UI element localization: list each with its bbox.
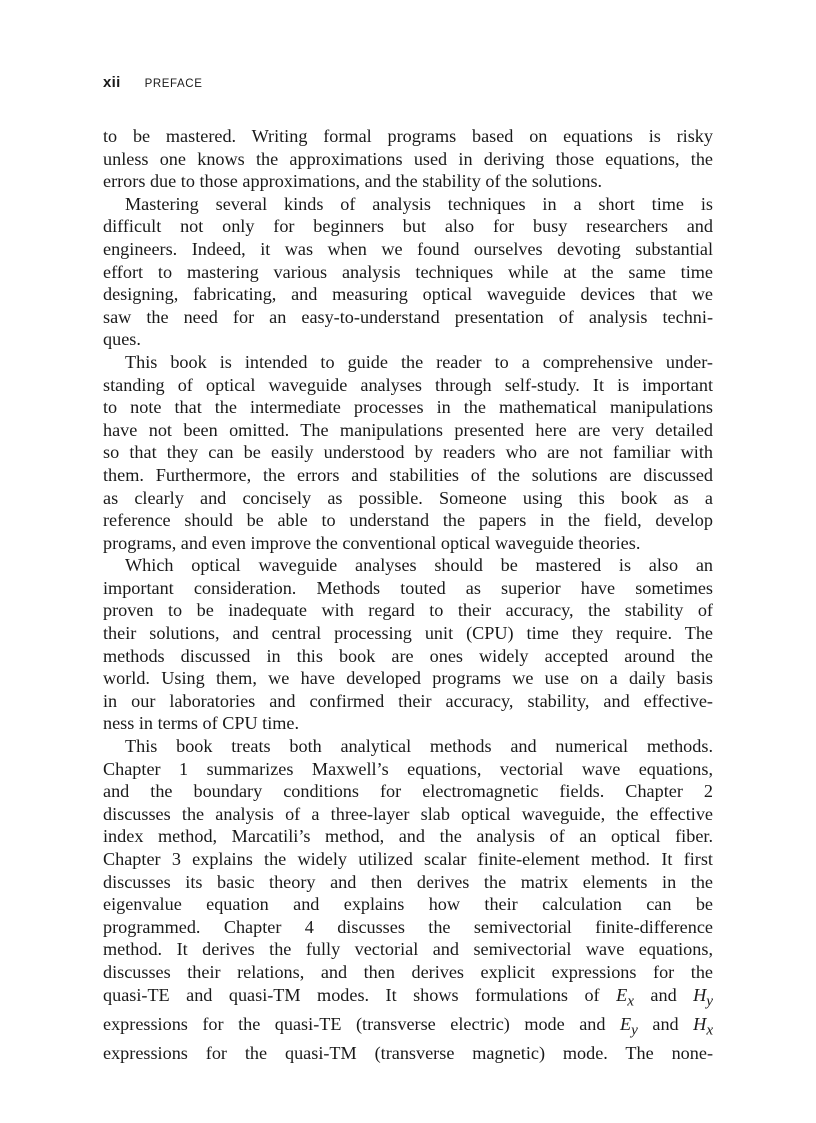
math-symbol: $H_y$ [693, 984, 714, 1010]
math-symbol: $E_y$ [620, 1013, 638, 1039]
text-line: methods discussed in this book are ones widely accepted around the [103, 645, 713, 666]
math-subscript: x [627, 992, 634, 1010]
text-line: index method, Marcatili’s method, and the analysis of an optical fiber. [103, 826, 713, 847]
text-line: discusses its basic theory and then derives the matrix elements in the [103, 871, 713, 892]
text-line: in our laboratories and confirmed their accuracy, stability, and effective- [103, 690, 713, 711]
text-line: method. It derives the fully vectorial and semivectorial wave equations, [103, 939, 713, 960]
text-line: unless one knows the approximations used in deriving those equations, the [103, 148, 713, 169]
text-line-with-math [103, 1013, 713, 1042]
running-header [103, 74, 202, 94]
math-symbol: $H_x$ [693, 1013, 714, 1039]
text-line: This book is intended to guide the reader to a comprehensive under- [125, 351, 713, 372]
text-line: standing of optical waveguide analyses through self-study. It is important [103, 374, 713, 395]
page-number: xii [103, 74, 121, 91]
text-line: ness in terms of CPU time. [103, 713, 300, 734]
math-subscript: y [631, 1021, 638, 1039]
text-line: programmed. Chapter 4 discusses the semivectorial finite-difference [103, 916, 713, 937]
math-subscript: x [706, 1021, 714, 1039]
text-fragment: and [650, 984, 677, 1005]
text-line: to be mastered. Writing formal programs based on equations is risky [103, 126, 713, 146]
text-line: programs, and even improve the conventional optical waveguide theories. [103, 532, 641, 553]
text-line: designing, fabricating, and measuring optical waveguide devices that we [103, 284, 713, 305]
text-line: saw the need for an easy-to-understand presentation of analysis techni- [103, 306, 713, 327]
text-line: ques. [103, 329, 141, 350]
text-line: Chapter 1 summarizes Maxwell’s equations, vectorial wave equations, [103, 758, 713, 779]
text-line: errors due to those approximations, and the stability of the solutions. [103, 171, 603, 192]
body-text [103, 125, 713, 1065]
text-line: their solutions, and central processing unit (CPU) time they require. The [103, 623, 713, 644]
text-line: have not been omitted. The manipulations presented here are very detailed [103, 419, 713, 440]
text-line: discusses their relations, and then derives explicit expressions for the [103, 961, 713, 982]
text-line: Which optical waveguide analyses should be mastered is also an [125, 555, 713, 576]
text-line: expressions for the quasi-TM (transverse magnetic) mode. The none- [103, 1043, 713, 1064]
text-line-with-math [103, 984, 713, 1013]
text-line: so that they can be easily understood by readers who are not familiar with [103, 442, 713, 463]
text-line: discusses the analysis of a three-layer slab optical waveguide, the effective [103, 803, 713, 824]
text-fragment: quasi-TE and quasi-TM modes. It shows formulations of [103, 984, 600, 1005]
text-line: effort to mastering various analysis techniques while at the same time [103, 261, 713, 282]
text-line: as clearly and concisely as possible. Someone using this book as a [103, 487, 713, 508]
text-line: difficult not only for beginners but also for busy researchers and [103, 216, 713, 237]
text-line: Chapter 3 explains the widely utilized scalar finite-element method. It first [103, 849, 713, 869]
text-fragment: and [652, 1013, 679, 1034]
text-line: world. Using them, we have developed programs we use on a daily basis [103, 668, 713, 689]
text-line: proven to be inadequate with regard to their accuracy, the stability of [103, 600, 713, 621]
section-title: PREFACE [144, 78, 203, 90]
text-line: and the boundary conditions for electromagnetic fields. Chapter 2 [103, 781, 713, 802]
text-line: reference should be able to understand the papers in the field, develop [103, 510, 713, 531]
text-line: Mastering several kinds of analysis techniques in a short time is [125, 193, 713, 214]
text-line: to note that the intermediate processes in the mathematical manipulations [103, 397, 713, 418]
text-line: important consideration. Methods touted as superior have sometimes [103, 577, 713, 598]
text-line: eigenvalue equation and explains how their calculation can be [103, 894, 713, 915]
math-subscript: y [706, 992, 714, 1010]
text-line: This book treats both analytical methods and numerical methods. [125, 736, 713, 757]
math-symbol: $E_x$ [616, 984, 634, 1010]
text-line: them. Furthermore, the errors and stabilities of the solutions are discussed [103, 464, 713, 485]
text-fragment: expressions for the quasi-TE (transverse electric) mode and [103, 1013, 606, 1034]
text-line: engineers. Indeed, it was when we found ourselves devoting substantial [103, 238, 713, 259]
